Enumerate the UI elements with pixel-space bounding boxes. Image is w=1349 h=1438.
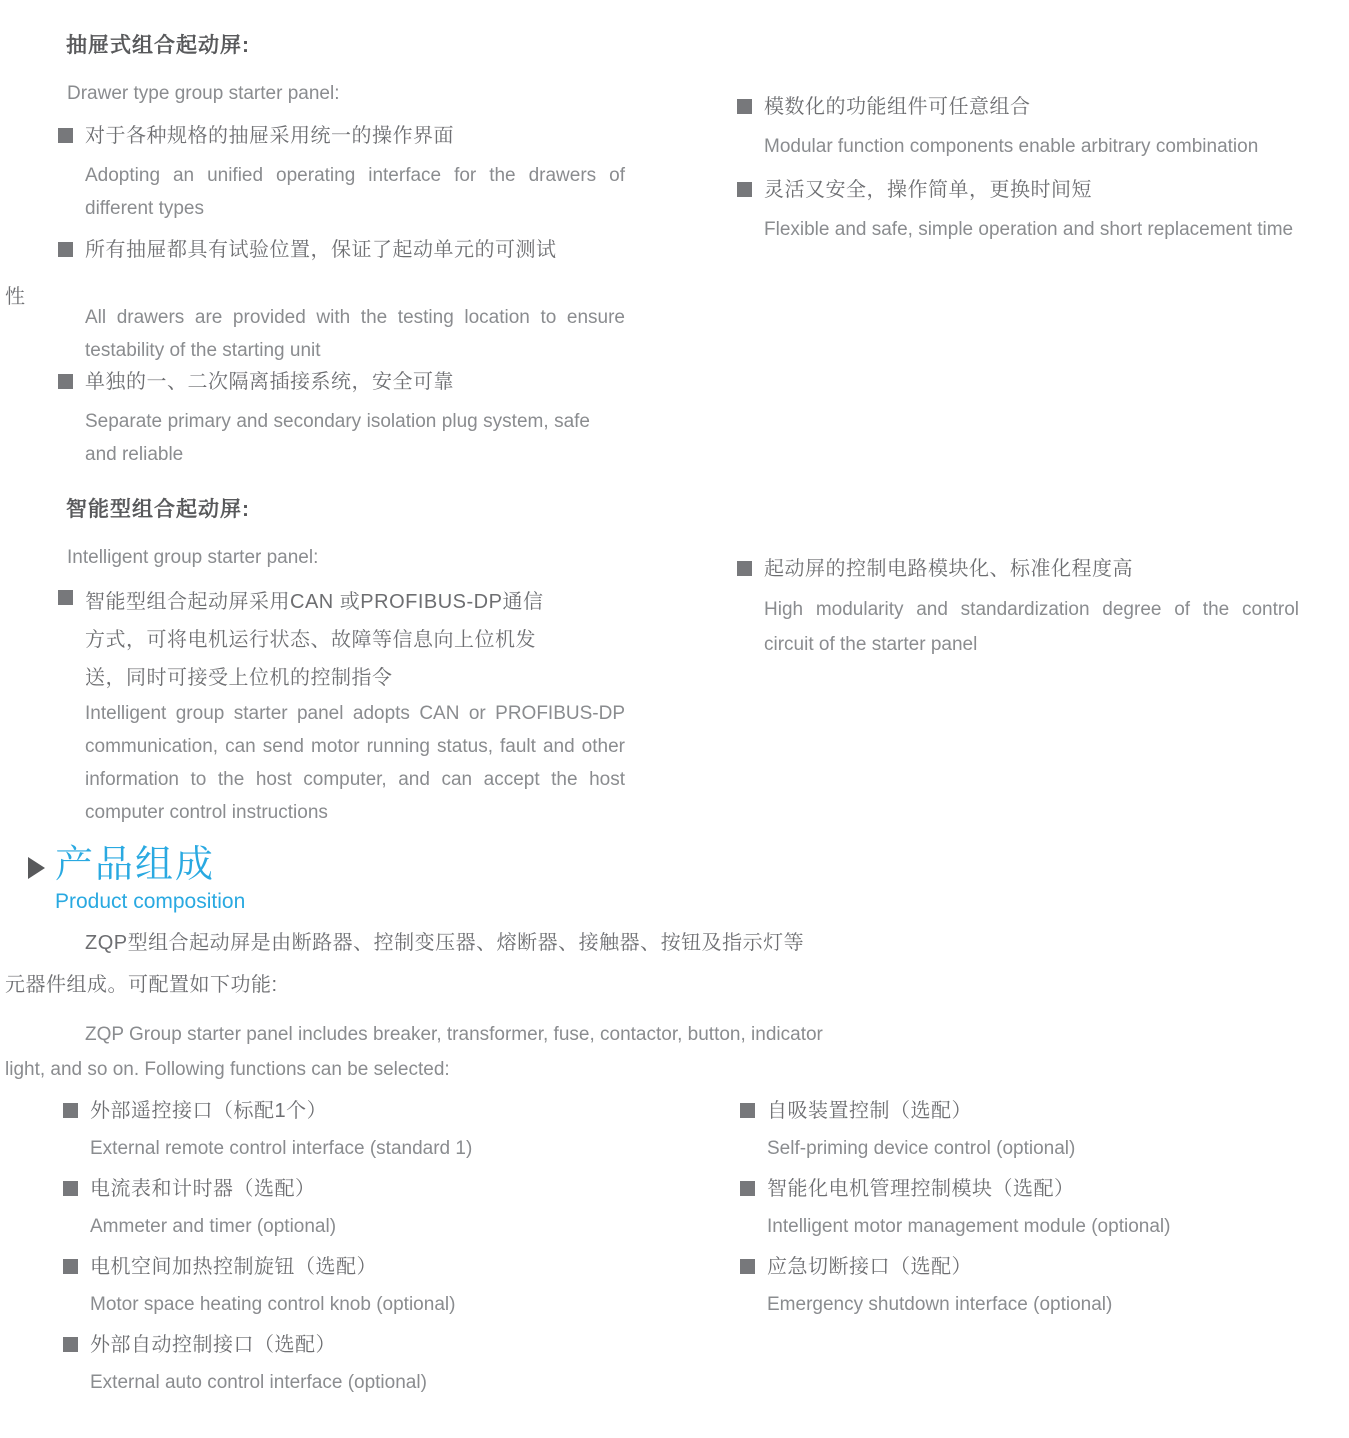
feature-item (63, 1174, 683, 1242)
feature-text-en: Self-priming device control (optional) (767, 1138, 1076, 1159)
feature-text-cn: 自吸装置控制（选配） (767, 1100, 972, 1122)
bullet-text-en: Flexible and safe, simple operation and short replacement time (764, 219, 1294, 240)
section-arrow-icon (28, 857, 45, 879)
composition-title: 产品组成 (55, 844, 216, 886)
section-intelligent-left (58, 478, 690, 829)
intelligent-heading-cn: 智能型组合起动屏: (66, 498, 250, 522)
composition-subtitle: Product composition (55, 890, 246, 913)
feature-text-en: External auto control interface (optional) (90, 1372, 427, 1393)
bullet-item (737, 175, 1349, 246)
composition-paragraph (5, 928, 1105, 1085)
intelligent-heading-en: Intelligent group starter panel: (67, 546, 319, 568)
bullet-text-en: All drawers are provided with the testing location to ensure testability of the starting unit (85, 306, 625, 361)
feature-text-cn: 电机空间加热控制旋钮（选配） (90, 1256, 377, 1278)
bullet-item (737, 554, 1349, 662)
composition-features-left (63, 1096, 683, 1408)
bullet-square-icon (740, 1181, 755, 1196)
bullet-square-icon (63, 1181, 78, 1196)
bullet-item (58, 121, 690, 225)
feature-text-cn: 外部遥控接口（标配1个） (90, 1100, 328, 1122)
drawer-heading-cn: 抽屉式组合起动屏: (66, 34, 250, 58)
feature-item (740, 1252, 1340, 1320)
bullet-text-cn-line: 送，同时可接受上位机的控制指令 (85, 666, 393, 689)
bullet-text-en: Separate primary and secondary isolation plug system, safe and reliable (85, 410, 590, 465)
bullet-square-icon (737, 99, 752, 114)
bullet-square-icon (740, 1259, 755, 1274)
section-intelligent-right (737, 554, 1349, 662)
bullet-text-cn-line: 智能型组合起动屏采用CAN 或PROFIBUS-DP通信 (85, 590, 544, 613)
feature-text-cn: 应急切断接口（选配） (767, 1256, 972, 1278)
feature-text-en: Intelligent motor management module (optional) (767, 1216, 1171, 1237)
paragraph-line-en: ZQP Group starter panel includes breaker, transformer, fuse, contactor, button, indicator (85, 1024, 823, 1045)
bullet-text-cn: 起动屏的控制电路模块化、标准化程度高 (764, 558, 1133, 580)
bullet-text-cn: 所有抽屉都具有试验位置，保证了起动单元的可测试 (85, 238, 557, 261)
bullet-square-icon (63, 1259, 78, 1274)
feature-item (63, 1330, 683, 1398)
composition-header (28, 845, 245, 914)
bullet-square-icon (740, 1103, 755, 1118)
bullet-text-en: Adopting an unified operating interface for the drawers of different types (85, 164, 625, 219)
feature-text-en: Ammeter and timer (optional) (90, 1216, 337, 1237)
feature-item (740, 1096, 1340, 1164)
feature-text-en: External remote control interface (standard 1) (90, 1138, 473, 1159)
bullet-text-cn: 对于各种规格的抽屉采用统一的操作界面 (85, 124, 454, 147)
composition-header-text (45, 845, 245, 914)
bullet-text-en: High modularity and standardization degree of the control circuit of the starter panel (764, 599, 1299, 655)
bullet-square-icon (58, 590, 73, 605)
bullet-text-cn-line: 方式，可将电机运行状态、故障等信息向上位机发 (85, 628, 536, 651)
bullet-square-icon (58, 128, 73, 143)
section-drawer-left (5, 14, 690, 471)
bullet-text-cn: 模数化的功能组件可任意组合 (764, 96, 1031, 118)
paragraph-line-cn: ZQP型组合起动屏是由断路器、控制变压器、熔断器、接触器、按钮及指示灯等 (85, 932, 805, 954)
feature-text-cn: 智能化电机管理控制模块（选配） (767, 1178, 1075, 1200)
paragraph-line-cn: 元器件组成。可配置如下功能: (5, 974, 278, 996)
bullet-square-icon (58, 242, 73, 257)
bullet-square-icon (58, 374, 73, 389)
feature-text-cn: 电流表和计时器（选配） (90, 1178, 316, 1200)
bullet-text-cn: 灵活又安全，操作简单，更换时间短 (764, 179, 1092, 201)
bullet-text-en: Intelligent group starter panel adopts CAN or PROFIBUS-DP communication, can send motor running status, fault and other information to the host computer, and can accept the host computer control instructions (85, 702, 625, 823)
feature-text-en: Motor space heating control knob (optional) (90, 1294, 456, 1315)
feature-item (63, 1096, 683, 1164)
bullet-square-icon (737, 561, 752, 576)
bullet-square-icon (63, 1337, 78, 1352)
bullet-square-icon (63, 1103, 78, 1118)
bullet-item (58, 367, 690, 471)
bullet-item (737, 92, 1349, 163)
feature-item (740, 1174, 1340, 1242)
feature-item (63, 1252, 683, 1320)
bullet-text-en: Modular function components enable arbitrary combination (764, 136, 1259, 157)
bullet-text-cn: 单独的一、二次隔离插接系统，安全可靠 (85, 370, 454, 393)
section-drawer-right (737, 92, 1349, 246)
bullet-item (58, 583, 690, 829)
hanging-char: 性 (5, 285, 25, 308)
feature-text-en: Emergency shutdown interface (optional) (767, 1294, 1113, 1315)
bullet-square-icon (737, 182, 752, 197)
composition-features-right (740, 1096, 1340, 1330)
bullet-item (5, 235, 690, 367)
feature-text-cn: 外部自动控制接口（选配） (90, 1334, 336, 1356)
drawer-heading-en: Drawer type group starter panel: (67, 82, 340, 104)
paragraph-line-en: light, and so on. Following functions can be selected: (5, 1059, 450, 1080)
